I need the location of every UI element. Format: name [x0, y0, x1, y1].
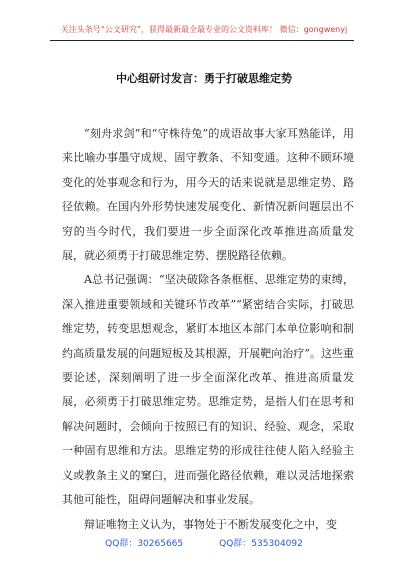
- document-body: [62, 122, 354, 537]
- header-note: 关注头条号“公文研究”，获得最新最全最专业的公文资料库！ 微信：gongwenyj: [60, 25, 348, 34]
- footer-qq-groups: [0, 536, 408, 549]
- header-divider: [50, 40, 354, 41]
- paragraph-1: “刻舟求剑”和“守株待兔”的成语故事大家耳熟能详，用来比喻办事墨守成规、固守教条、不知变通。这种不顾环境变化的处事观念和行为，用今天的话来说就是思维定势、路径依赖。在国内外形势快速发展变化、新情况新问题层出不穷的当今时代，我们要进一步全面深化改革推进高质量发展，就必须勇于打破思维定势、摆脱路径依赖。: [62, 127, 354, 263]
- paragraph-2: A总书记强调：“坚决破除各条框框、思维定势的束缚，深入推进重要领域和关键环节改革”“紧密结合实际，打破思维定势，转变思想观念，紧盯本地区本部门本单位影响和制约高质量发展的问题短板及其根源，开展靶向治疗”。这些重要论述，深刻阐明了进一步全面深化改革、推进高质量发展，必须勇于打破思维定势。思维定势，是指人们在思考和解决问题时，会倾向于按照已有的知识、经验、观念，采取一种固有思维和方法。思维定势的形成往往使人陷入经验主义或教条主义的窠臼，进而强化路径依赖，难以灵活地探索其他可能性，阻碍问题解决和事业发展。: [62, 273, 354, 507]
- paragraph-3: 辩证唯物主义认为，事物处于不断发展变化之中，变: [84, 517, 337, 531]
- footer-qq-group-1: QQ群：30265665: [105, 539, 184, 549]
- document-title: 中心组研讨发言：勇于打破思维定势: [116, 72, 292, 85]
- footer-qq-group-2: QQ群：535304092: [219, 539, 303, 549]
